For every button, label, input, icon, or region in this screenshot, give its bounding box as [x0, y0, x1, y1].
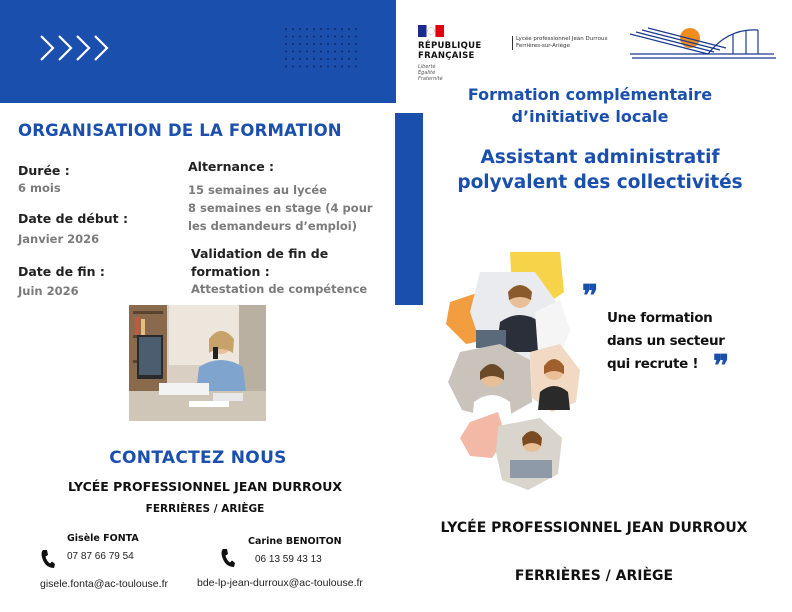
rf-motto-line: Liberté	[418, 64, 436, 70]
grid-dot	[306, 66, 308, 68]
grid-dot	[327, 28, 329, 30]
phone-icon	[40, 549, 56, 569]
rf-motto-line: Égalité	[418, 70, 436, 76]
grid-dot	[285, 66, 287, 68]
date-debut-value: Janvier 2026	[18, 232, 100, 246]
grid-dot	[285, 51, 287, 53]
grid-dot	[334, 43, 336, 45]
chevrons-right-icon	[38, 32, 118, 64]
lycee-logo-line: Ferrières-sur-Ariège	[516, 43, 570, 49]
grid-dot	[292, 28, 294, 30]
lycee-name: LYCÉE PROFESSIONNEL JEAN DURROUX	[440, 520, 748, 536]
rf-title-line: FRANÇAISE	[418, 51, 475, 61]
grid-dot	[292, 36, 294, 38]
alternance-line: 8 semaines en stage (4 pour	[188, 201, 373, 215]
slogan-line: qui recrute !	[607, 356, 699, 372]
date-fin-value: Juin 2026	[18, 284, 79, 298]
grid-dot	[355, 58, 357, 60]
grid-dot	[285, 43, 287, 45]
grid-dot	[292, 58, 294, 60]
tricolor-flag-icon	[418, 25, 444, 37]
grid-dot	[341, 43, 343, 45]
alternance-line: les demandeurs d’emploi)	[188, 219, 357, 233]
grid-dot	[348, 66, 350, 68]
grid-dot	[320, 28, 322, 30]
grid-dot	[320, 43, 322, 45]
alternance-label: Alternance :	[188, 159, 275, 174]
contact-phone-benoiton[interactable]: 06 13 59 43 13	[255, 554, 322, 565]
assistant-title-line: polyvalent des collectivités	[457, 172, 743, 193]
grid-dot	[299, 58, 301, 60]
grid-dot	[327, 66, 329, 68]
grid-dot	[306, 58, 308, 60]
grid-dot	[355, 43, 357, 45]
hexagon-photo-collage	[440, 252, 590, 494]
grid-dot	[285, 36, 287, 38]
grid-dot	[327, 51, 329, 53]
grid-dot	[348, 51, 350, 53]
grid-dot	[334, 58, 336, 60]
grid-dot	[313, 51, 315, 53]
grid-dot	[313, 28, 315, 30]
grid-dot	[299, 51, 301, 53]
alternance-value	[188, 181, 373, 235]
phone-icon	[220, 548, 236, 568]
blue-vertical-bar	[395, 113, 423, 305]
grid-dot	[348, 43, 350, 45]
validation-value: Attestation de compétence	[191, 282, 368, 296]
grid-dot	[341, 36, 343, 38]
grid-dot	[348, 28, 350, 30]
grid-dot	[299, 28, 301, 30]
contact-phone-fonta[interactable]: 07 87 66 79 54	[67, 551, 134, 562]
grid-dot	[334, 28, 336, 30]
lycee-city: FERRIÈRES / ARIÈGE	[514, 568, 674, 584]
grid-dot	[327, 36, 329, 38]
grid-dot	[299, 66, 301, 68]
organisation-title: ORGANISATION DE LA FORMATION	[18, 121, 342, 140]
grid-dot	[320, 36, 322, 38]
grid-dot	[341, 58, 343, 60]
formation-heading-line: Formation complémentaire	[467, 85, 713, 104]
grid-dot	[320, 51, 322, 53]
alternance-line: 15 semaines au lycée	[188, 183, 327, 197]
grid-dot	[306, 28, 308, 30]
grid-dot	[355, 36, 357, 38]
grid-dot	[313, 43, 315, 45]
grid-dot	[313, 36, 315, 38]
contact-title: CONTACTEZ NOUS	[109, 448, 287, 468]
grid-dot	[313, 66, 315, 68]
rf-title	[418, 41, 488, 61]
slogan-line: Une formation	[607, 310, 713, 326]
quote-close-icon: ❞	[713, 349, 730, 384]
contact-city: FERRIÈRES / ARIÈGE	[145, 503, 265, 515]
grid-dot	[334, 51, 336, 53]
grid-dot	[306, 51, 308, 53]
grid-dot	[299, 36, 301, 38]
grid-dot	[348, 58, 350, 60]
validation-label-line: formation :	[191, 264, 270, 279]
grid-dot	[355, 51, 357, 53]
assistant-title	[430, 145, 770, 195]
grid-dot	[341, 51, 343, 53]
grid-dot	[285, 28, 287, 30]
grid-dot	[320, 66, 322, 68]
grid-dot	[355, 28, 357, 30]
contact-email-fonta[interactable]: gisele.fonta@ac-toulouse.fr	[40, 578, 168, 590]
grid-dot	[306, 43, 308, 45]
validation-label	[191, 245, 328, 281]
contact-lycee-name: LYCÉE PROFESSIONNEL JEAN DURROUX	[67, 479, 343, 494]
grid-dot	[292, 66, 294, 68]
lycee-logo-line: Lycée professionnel Jean Durroux	[516, 36, 608, 42]
validation-label-line: Validation de fin de	[191, 246, 329, 261]
grid-dot	[313, 58, 315, 60]
grid-dot	[334, 66, 336, 68]
date-debut-label: Date de début :	[18, 211, 128, 226]
grid-dot	[341, 28, 343, 30]
grid-dot	[341, 66, 343, 68]
slogan	[607, 307, 725, 376]
duree-value: 6 mois	[18, 181, 61, 195]
rf-motto-line: Fraternité	[418, 76, 443, 82]
grid-dot	[327, 43, 329, 45]
quote-open-icon: ❞	[582, 279, 599, 314]
grid-dot	[334, 36, 336, 38]
slogan-line: dans un secteur	[607, 333, 725, 349]
grid-dot	[285, 58, 287, 60]
formation-heading	[430, 84, 750, 128]
formation-heading-line: d’initiative locale	[511, 107, 669, 126]
marianne-logo-icon	[418, 22, 488, 80]
contact-email-benoiton[interactable]: bde-lp-jean-durroux@ac-toulouse.fr	[197, 577, 363, 589]
grid-dot	[327, 58, 329, 60]
rf-title-line: RÉPUBLIQUE	[418, 41, 482, 51]
grid-dot	[306, 36, 308, 38]
school-logo-icon	[628, 24, 778, 64]
dot-grid-icon	[283, 26, 363, 70]
duree-label: Durée :	[18, 163, 70, 178]
contact-name-benoiton: Carine BENOITON	[248, 536, 342, 547]
grid-dot	[355, 66, 357, 68]
grid-dot	[292, 51, 294, 53]
lycee-logo-caption	[512, 36, 608, 50]
grid-dot	[348, 36, 350, 38]
contact-name-fonta: Gisèle FONTA	[67, 533, 139, 544]
grid-dot	[299, 43, 301, 45]
grid-dot	[320, 58, 322, 60]
office-worker-photo	[129, 305, 266, 421]
assistant-title-line: Assistant administratif	[480, 147, 720, 168]
rf-motto	[418, 64, 488, 82]
date-fin-label: Date de fin :	[18, 264, 105, 279]
grid-dot	[292, 43, 294, 45]
